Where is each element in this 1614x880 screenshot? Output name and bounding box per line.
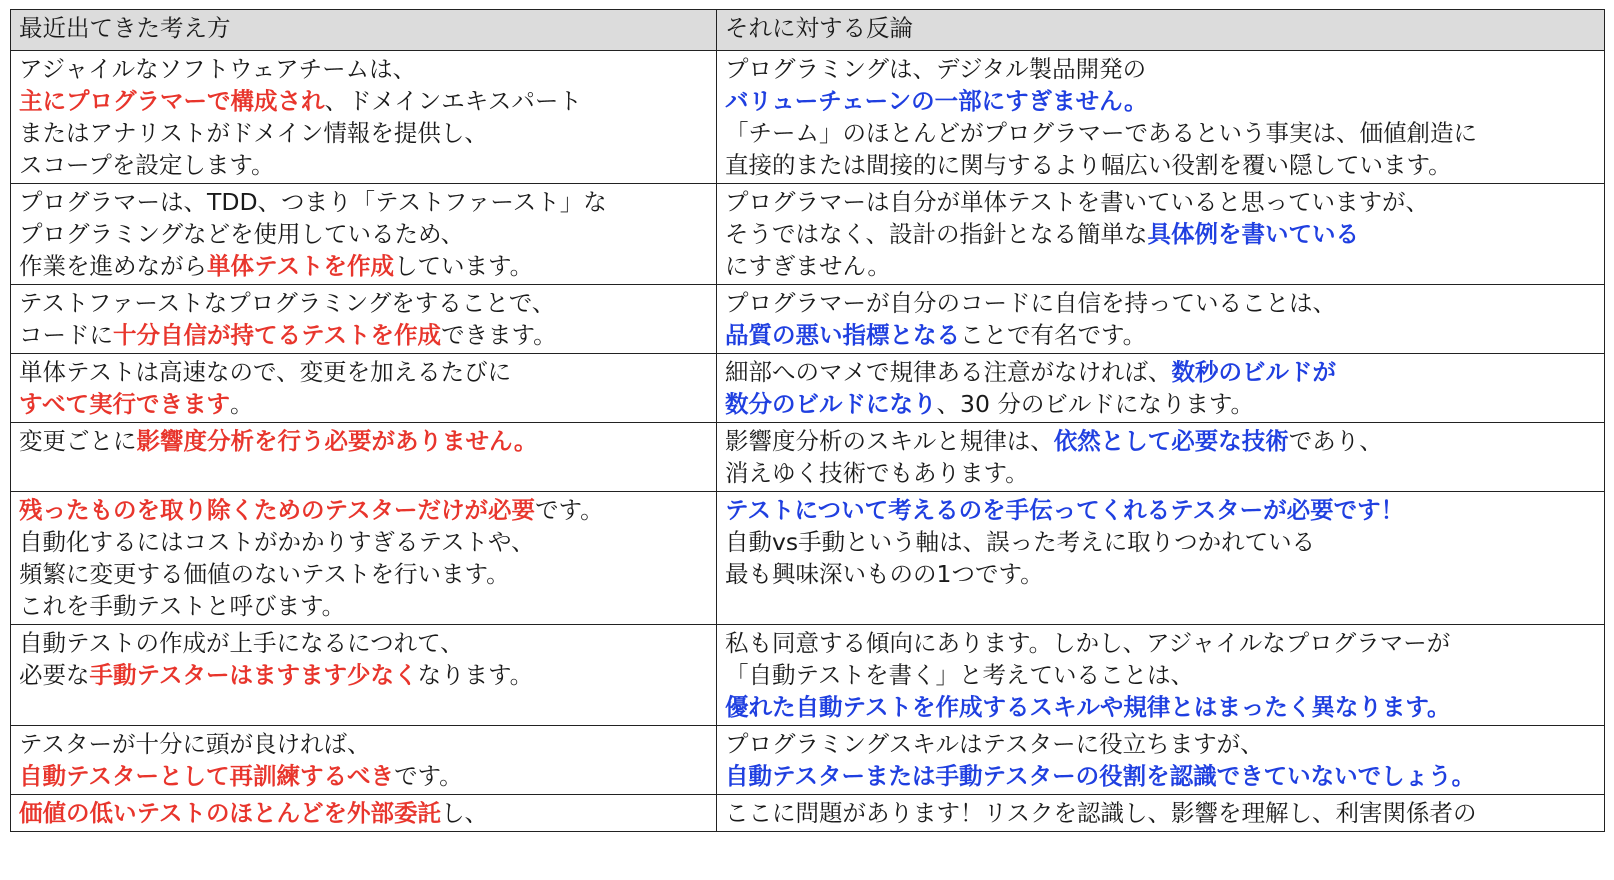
- text-segment: 。: [230, 390, 254, 418]
- highlight-red: 残ったものを取り除くためのテスターだけが必要: [19, 496, 536, 524]
- text-line: [725, 691, 1597, 723]
- text-segment: です。: [394, 762, 463, 790]
- text-line: [19, 388, 709, 420]
- rebuttal-cell: [717, 423, 1605, 492]
- text-line: [725, 388, 1597, 420]
- text-segment: 直接的または間接的に関与するより幅広い役割を覆い隠しています。: [725, 151, 1452, 179]
- rebuttal-cell: [717, 51, 1605, 184]
- text-line: [725, 287, 1597, 319]
- text-line: [725, 526, 1597, 558]
- text-line: [725, 53, 1597, 85]
- text-line: [19, 186, 709, 218]
- text-line: [725, 728, 1597, 760]
- table-body: [11, 51, 1605, 832]
- text-segment: にすぎません。: [725, 252, 891, 280]
- text-segment: 自動化するにはコストがかかりすぎるテストや、: [19, 528, 535, 556]
- highlight-red: 十分自信が持てるテストを作成: [113, 321, 442, 349]
- text-line: [725, 149, 1597, 181]
- text-line: [725, 85, 1597, 117]
- text-segment: プログラマーが自分のコードに自信を持っていることは、: [725, 289, 1336, 317]
- highlight-blue: 数秒のビルドが: [1171, 358, 1336, 386]
- highlight-blue: 品質の悪い指標となる: [725, 321, 960, 349]
- text-line: [19, 728, 709, 760]
- text-line: [19, 760, 709, 792]
- table-row: [11, 423, 1605, 492]
- idea-cell: [11, 726, 717, 795]
- text-segment: できます。: [441, 321, 557, 349]
- header-counterarguments: それに対する反論: [717, 10, 1605, 51]
- text-segment: 、ドメインエキスパート: [324, 87, 582, 115]
- text-segment: アジャイルなソフトウェアチームは、: [19, 55, 417, 83]
- text-line: [19, 218, 709, 250]
- text-line: [19, 526, 709, 558]
- highlight-blue: 依然として必要な技術: [1053, 427, 1289, 455]
- text-line: [19, 425, 709, 457]
- text-segment: 変更ごとに: [19, 427, 137, 455]
- text-segment: 影響度分析のスキルと規律は、: [725, 427, 1054, 455]
- idea-cell: [11, 354, 717, 423]
- text-line: [19, 250, 709, 282]
- table-row: [11, 285, 1605, 354]
- text-segment: プログラミングスキルはテスターに役立ちますが、: [725, 730, 1264, 758]
- idea-cell: [11, 492, 717, 625]
- text-line: [725, 558, 1597, 590]
- highlight-red: すべて実行できます: [19, 390, 231, 418]
- table-row: [11, 184, 1605, 285]
- text-segment: 細部へのマメで規律ある注意がなければ、: [725, 358, 1172, 386]
- text-segment: 私も同意する傾向にあります。しかし、アジャイルなプログラマーが: [725, 629, 1451, 657]
- text-line: [19, 85, 709, 117]
- header-recent-ideas: 最近出てきた考え方: [11, 10, 717, 51]
- text-segment: 最も興味深いものの1つです。: [725, 560, 1044, 588]
- text-line: [725, 627, 1597, 659]
- text-line: [725, 494, 1597, 526]
- text-line: [19, 287, 709, 319]
- idea-cell: [11, 51, 717, 184]
- idea-cell: [11, 184, 717, 285]
- text-segment: プログラマーは、TDD、つまり「テストファースト」な: [19, 188, 607, 216]
- text-line: [725, 425, 1597, 457]
- text-line: [19, 494, 709, 526]
- text-segment: なります。: [417, 661, 534, 689]
- highlight-blue: テストについて考えるのを手伝ってくれるテスターが必要です！: [725, 496, 1405, 524]
- text-segment: 自動テストの作成が上手になるにつれて、: [19, 629, 464, 657]
- idea-cell: [11, 285, 717, 354]
- highlight-red: 単体テストを作成: [207, 252, 395, 280]
- text-line: [19, 149, 709, 181]
- table-row: [11, 51, 1605, 184]
- highlight-blue: 具体例を書いている: [1147, 220, 1360, 248]
- text-segment: プログラマーは自分が単体テストを書いていると思っていますが、: [725, 188, 1430, 216]
- rebuttal-cell: [717, 492, 1605, 625]
- text-segment: テスターが十分に頭が良ければ、: [19, 730, 371, 758]
- text-segment: 自動vs手動という軸は、誤った考えに取りつかれている: [725, 528, 1316, 556]
- text-line: [725, 659, 1597, 691]
- text-line: [725, 250, 1597, 282]
- header-row: [11, 10, 1605, 51]
- text-segment: またはアナリストがドメイン情報を提供し、: [19, 119, 488, 147]
- text-segment: 頻繁に変更する価値のないテストを行います。: [19, 560, 510, 588]
- text-segment: です。: [535, 496, 604, 524]
- highlight-red: 自動テスターとして再訓練するべき: [19, 762, 395, 790]
- text-segment: そうではなく、設計の指針となる簡単な: [725, 220, 1148, 248]
- text-line: [725, 457, 1597, 489]
- text-segment: プログラミングなどを使用しているため、: [19, 220, 465, 248]
- table-row: [11, 625, 1605, 726]
- text-line: [725, 186, 1597, 218]
- rebuttal-cell: [717, 625, 1605, 726]
- text-line: [19, 117, 709, 149]
- text-segment: これを手動テストと呼びます。: [19, 592, 346, 620]
- text-line: [725, 218, 1597, 250]
- text-segment: 「チーム」のほとんどがプログラマーであるという事実は、価値創造に: [725, 119, 1477, 147]
- text-segment: スコープを設定します。: [19, 151, 275, 179]
- text-line: [725, 319, 1597, 351]
- highlight-red: 手動テスターはますます少なく: [89, 661, 418, 689]
- text-line: [19, 558, 709, 590]
- text-segment: ここに問題があります！リスクを認識し、影響を理解し、利害関係者の: [725, 799, 1477, 827]
- highlight-blue: バリューチェーンの一部にすぎません。: [725, 87, 1148, 115]
- text-segment: ことで有名です。: [960, 321, 1147, 349]
- text-segment: 、30 分のビルドになります。: [936, 390, 1254, 418]
- table-row: [11, 795, 1605, 832]
- text-segment: 作業を進めながら: [19, 252, 207, 280]
- highlight-blue: 優れた自動テストを作成するスキルや規律とはまったく異なります。: [725, 693, 1451, 721]
- text-line: [725, 760, 1597, 792]
- text-segment: であり、: [1288, 427, 1383, 455]
- rebuttal-cell: [717, 285, 1605, 354]
- rebuttal-cell: [717, 726, 1605, 795]
- rebuttal-cell: [717, 184, 1605, 285]
- highlight-red: 価値の低いテストのほとんどを外部委託: [19, 799, 442, 827]
- text-segment: プログラミングは、デジタル製品開発の: [725, 55, 1147, 83]
- text-line: [19, 659, 709, 691]
- highlight-blue: 数分のビルドになり: [725, 390, 937, 418]
- text-line: [19, 319, 709, 351]
- text-segment: しています。: [394, 252, 534, 280]
- text-line: [725, 117, 1597, 149]
- text-segment: 単体テストは高速なので、変更を加えるたびに: [19, 358, 512, 386]
- text-line: [19, 797, 709, 829]
- table-row: [11, 726, 1605, 795]
- text-line: [19, 627, 709, 659]
- comparison-table: [10, 9, 1605, 832]
- highlight-blue: 自動テスターまたは手動テスターの役割を認識できていないでしょう。: [725, 762, 1476, 790]
- text-line: [19, 590, 709, 622]
- text-line: [725, 356, 1597, 388]
- idea-cell: [11, 423, 717, 492]
- highlight-red: 主にプログラマーで構成され: [19, 87, 325, 115]
- idea-cell: [11, 795, 717, 832]
- text-line: [19, 356, 709, 388]
- table-row: [11, 492, 1605, 625]
- text-segment: テストファーストなプログラミングをすることで、: [19, 289, 556, 317]
- table-row: [11, 354, 1605, 423]
- text-segment: し、: [441, 799, 489, 827]
- text-line: [19, 53, 709, 85]
- highlight-red: 影響度分析を行う必要がありません。: [136, 427, 538, 455]
- rebuttal-cell: [717, 354, 1605, 423]
- text-line: [725, 797, 1597, 829]
- idea-cell: [11, 625, 717, 726]
- text-segment: 消えゆく技術でもあります。: [725, 459, 1029, 487]
- text-segment: 「自動テストを書く」と考えていることは、: [725, 661, 1195, 689]
- text-segment: 必要な: [19, 661, 90, 689]
- rebuttal-cell: [717, 795, 1605, 832]
- text-segment: コードに: [19, 321, 113, 349]
